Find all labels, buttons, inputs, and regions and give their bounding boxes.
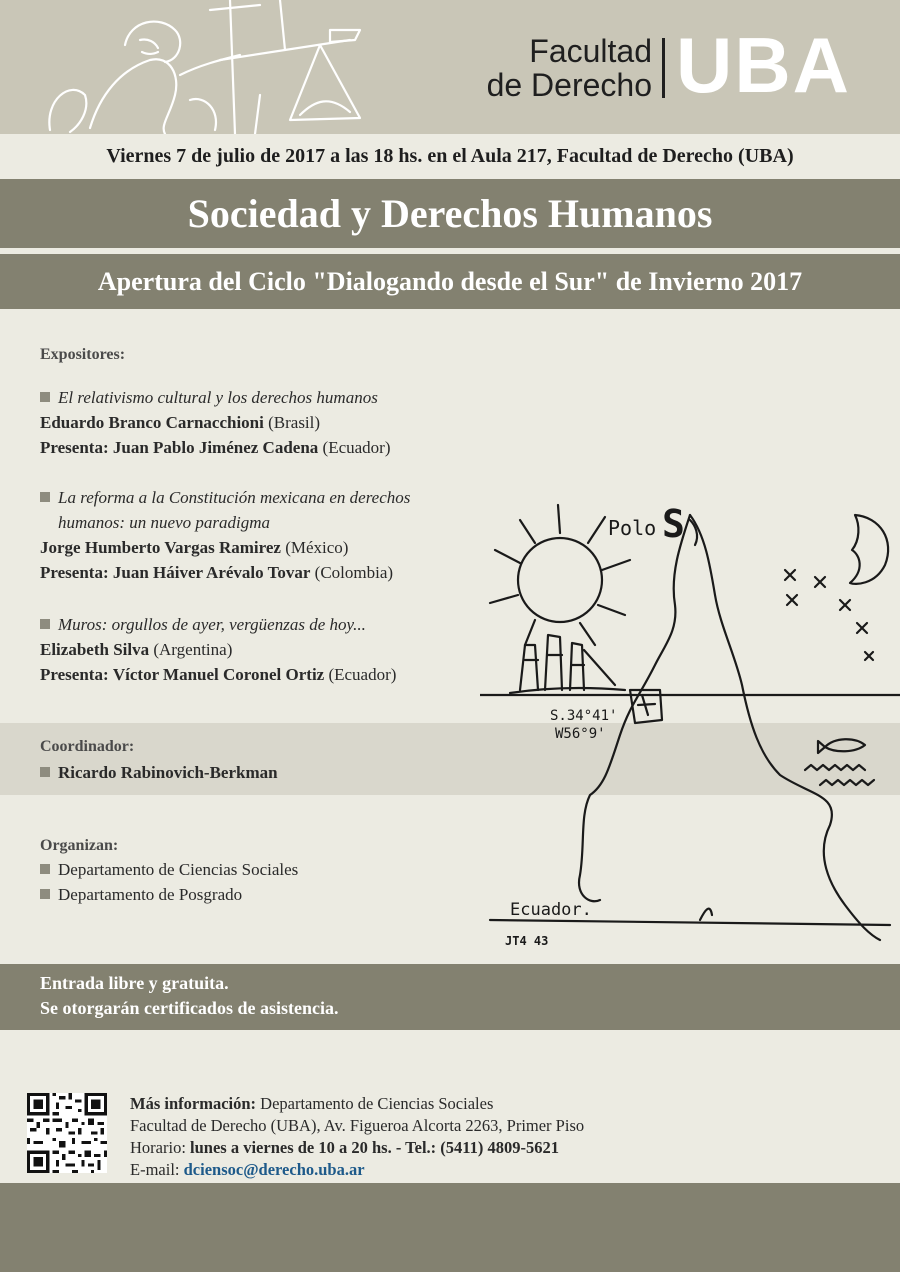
contact-info-text <box>130 1093 584 1181</box>
info-line-mas: Más información: Departamento de Ciencias Sociales <box>130 1094 494 1113</box>
bullet <box>40 619 50 629</box>
bullet <box>40 767 50 777</box>
bullet <box>40 492 50 502</box>
email-link[interactable]: dciensoc@derecho.uba.ar <box>183 1160 365 1179</box>
talk-2-speaker: Jorge Humberto Vargas Ramirez (México) <box>40 538 349 557</box>
talk-1-title: El relativismo cultural y los derechos humanos <box>40 385 378 410</box>
justice-figure-drawing <box>30 0 410 134</box>
faculty-name-line1: Facultad <box>529 33 652 69</box>
expositores-label: Expositores: <box>40 346 126 363</box>
coordinador-label: Coordinador: <box>40 738 135 755</box>
talk-3-title: Muros: orgullos de ayer, vergüenzas de hoy... <box>40 612 366 637</box>
organizer-item: Departamento de Ciencias Sociales <box>40 857 298 882</box>
organizer-item: Departamento de Posgrado <box>40 882 242 907</box>
event-title: Sociedad y Derechos Humanos <box>0 179 900 248</box>
map-numbers: JT4 43 <box>505 934 549 948</box>
faculty-name-line2: de Derecho <box>486 67 652 103</box>
south-america-map-drawing <box>480 495 900 964</box>
info-line-address: Facultad de Derecho (UBA), Av. Figueroa Alcorta 2263, Primer Piso <box>130 1116 585 1135</box>
map-coord-lat: S.34°41' <box>550 708 618 724</box>
contact-info-section <box>0 1030 900 1183</box>
program-section <box>0 309 900 964</box>
qr-code[interactable] <box>27 1093 107 1173</box>
faculty-name <box>462 34 652 102</box>
coordinador-name: Ricardo Rabinovich-Berkman <box>40 760 278 785</box>
talk-1-presenter: Presenta: Juan Pablo Jiménez Cadena (Ecuador) <box>40 438 391 457</box>
talk-1-speaker: Eduardo Branco Carnacchioni (Brasil) <box>40 413 321 432</box>
admission-line2: Se otorgarán certificados de asistencia. <box>40 998 339 1018</box>
admission-line1: Entrada libre y gratuita. <box>40 973 229 993</box>
bullet <box>40 889 50 899</box>
bullet <box>40 392 50 402</box>
talk-2-title-line1: La reforma a la Constitución mexicana en derechos <box>40 485 410 510</box>
info-line-horario: Horario: lunes a viernes de 10 a 20 hs. - Tel.: (5411) 4809-5621 <box>130 1138 560 1157</box>
bottom-band <box>0 1183 900 1272</box>
info-line-email: E-mail: dciensoc@derecho.uba.ar <box>130 1160 365 1179</box>
talk-2-presenter: Presenta: Juan Háiver Arévalo Tovar (Colombia) <box>40 563 394 582</box>
map-coord-lon: W56°9' <box>555 726 606 742</box>
header-banner <box>0 0 900 134</box>
bullet <box>40 864 50 874</box>
map-polo-label: Polo <box>608 516 657 540</box>
talk-3-presenter: Presenta: Víctor Manuel Coronel Ortiz (Ecuador) <box>40 665 397 684</box>
event-date: Viernes 7 de julio de 2017 a las 18 hs. en el Aula 217, Facultad de Derecho (UBA) <box>0 134 900 179</box>
map-ecuador-label: Ecuador. <box>510 900 592 920</box>
event-subtitle: Apertura del Ciclo "Dialogando desde el Sur" de Invierno 2017 <box>0 254 900 309</box>
logo-divider <box>662 38 665 98</box>
map-s-label: S <box>662 502 685 546</box>
talk-3-speaker: Elizabeth Silva (Argentina) <box>40 640 233 659</box>
organizan-label: Organizan: <box>40 837 119 854</box>
admission-band <box>0 964 900 1030</box>
talk-2-title-line2: humanos: un nuevo paradigma <box>58 513 271 532</box>
uba-logo-text: UBA <box>676 21 851 109</box>
